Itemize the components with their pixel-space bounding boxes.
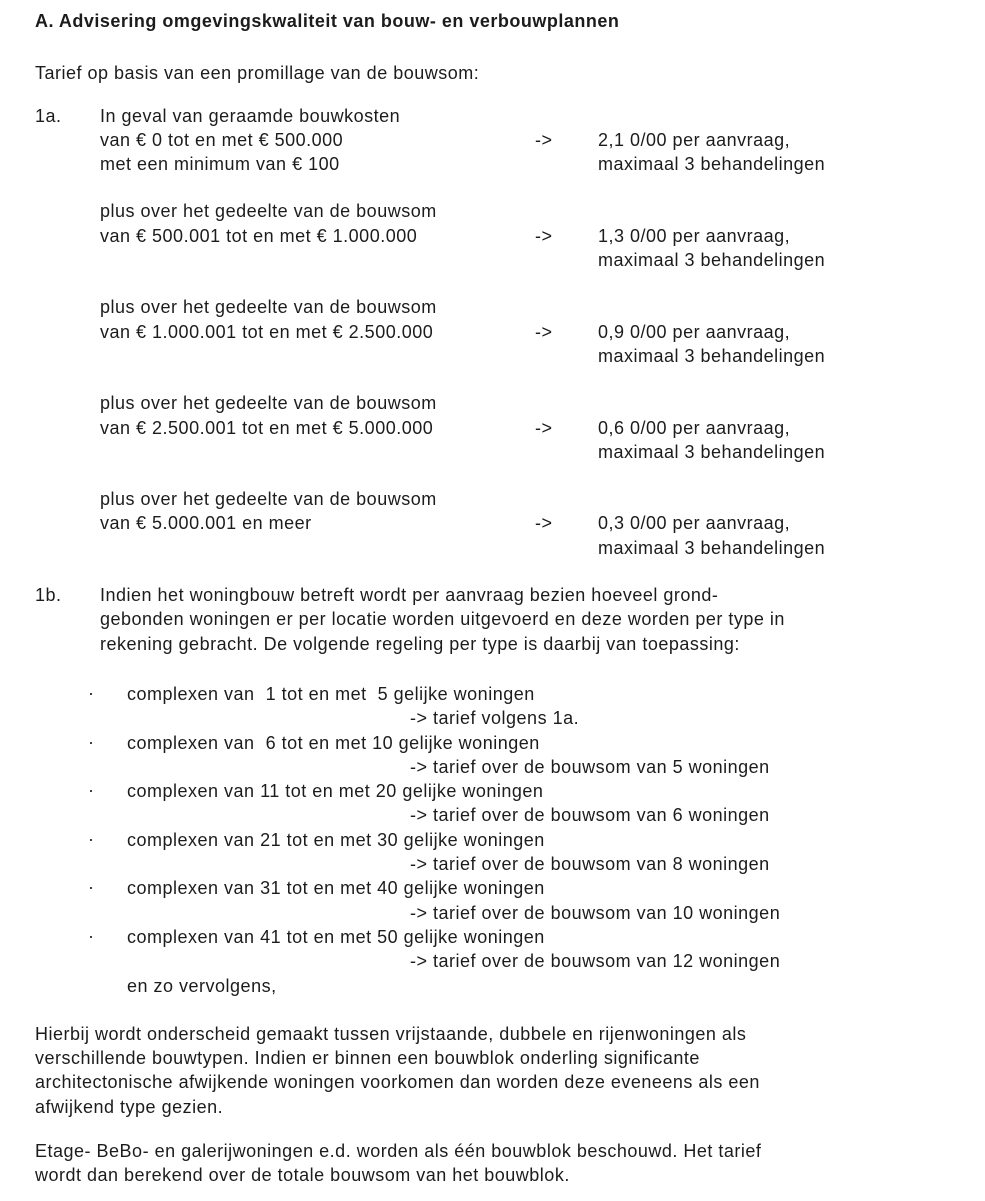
tier-rate-line: maximaal 3 behandelingen [598, 154, 826, 175]
bullet-text: complexen van 6 tot en met 10 gelijke woningen [127, 732, 540, 753]
item-1b-paragraph [100, 583, 957, 656]
arrow-separator: -> [535, 225, 553, 246]
tier-description [100, 391, 535, 464]
tier-rate-line: maximaal 3 behandelingen [598, 250, 826, 271]
paragraph-line: architectonische afwijkende woningen voorkomen dan worden deze eveneens als een [35, 1072, 760, 1093]
tier-rate-line: maximaal 3 behandelingen [598, 441, 826, 462]
list-continuation: en zo vervolgens, [127, 975, 277, 996]
tier-desc-line: plus over het gedeelte van de bouwsom [100, 297, 437, 318]
paragraph-line: wordt dan berekend over de totale bouwsom van het bouwblok. [35, 1165, 570, 1186]
tariff-tier-1 [35, 104, 957, 177]
list-item [35, 731, 957, 755]
paragraph-line: Indien het woningbouw betreft wordt per aanvraag bezien hoeveel grond- [100, 585, 719, 606]
bullet-text: complexen van 11 tot en met 20 gelijke woningen [127, 781, 544, 802]
paragraph-line: verschillende bouwtypen. Indien er binnen een bouwblok onderling significante [35, 1048, 700, 1069]
arrow-separator: -> [535, 129, 553, 150]
tier-desc-line: plus over het gedeelte van de bouwsom [100, 201, 437, 222]
bullet-text: complexen van 21 tot en met 30 gelijke woningen [127, 829, 545, 850]
item-1b [35, 583, 957, 656]
bullet-icon: · [88, 780, 95, 801]
tariff-tier-3 [35, 295, 957, 368]
paragraph-line: rekening gebracht. De volgende regeling per type is daarbij van toepassing: [100, 633, 740, 654]
item-label-spacer [35, 199, 100, 272]
tier-rate-line: maximaal 3 behandelingen [598, 345, 826, 366]
tier-rate-line: 2,1 0/00 per aanvraag, [598, 129, 791, 150]
tier-desc-line: van € 500.001 tot en met € 1.000.000 [100, 225, 418, 246]
tier-description [100, 199, 535, 272]
paragraph-line: gebonden woningen er per locatie worden uitgevoerd en deze worden per type in [100, 609, 785, 630]
tier-rate-line: maximaal 3 behandelingen [598, 537, 826, 558]
tier-desc-line: plus over het gedeelte van de bouwsom [100, 393, 437, 414]
item-label-1a: 1a. [35, 105, 62, 126]
tier-desc-line: van € 1.000.001 tot en met € 2.500.000 [100, 321, 434, 342]
paragraph-line: afwijkend type gezien. [35, 1096, 224, 1117]
paragraph-etage [35, 1139, 957, 1188]
tier-rate [598, 487, 957, 560]
item-label-spacer [35, 295, 100, 368]
tier-desc-line: met een minimum van € 100 [100, 154, 340, 175]
item-label-spacer [35, 487, 100, 560]
tier-rate [598, 199, 957, 272]
list-item [35, 682, 957, 706]
tier-desc-line: van € 2.500.001 tot en met € 5.000.000 [100, 417, 434, 438]
tier-desc-line: In geval van geraamde bouwkosten [100, 105, 401, 126]
tier-description [100, 487, 535, 560]
bullet-text: complexen van 1 tot en met 5 gelijke woningen [127, 683, 535, 704]
list-item [35, 876, 957, 900]
list-item [35, 828, 957, 852]
document-title: A. Advisering omgevingskwaliteit van bouw- en verbouwplannen [35, 11, 620, 31]
tariff-tier-4 [35, 391, 957, 464]
bullet-result: -> tarief over de bouwsom van 5 woningen [410, 756, 770, 777]
paragraph-line: Hierbij wordt onderscheid gemaakt tussen vrijstaande, dubbele en rijenwoningen als [35, 1023, 747, 1044]
bullet-icon: · [88, 877, 95, 898]
arrow-separator: -> [535, 417, 553, 438]
tier-rate-line: 0,9 0/00 per aanvraag, [598, 321, 791, 342]
list-item [35, 925, 957, 949]
tier-rate [598, 391, 957, 464]
complex-type-list [35, 682, 957, 998]
arrow-separator: -> [535, 321, 553, 342]
item-label-1b: 1b. [35, 585, 62, 606]
bullet-text: complexen van 41 tot en met 50 gelijke woningen [127, 926, 545, 947]
bullet-result: -> tarief over de bouwsom van 10 woningen [410, 902, 781, 923]
list-item [35, 779, 957, 803]
tier-rate [598, 295, 957, 368]
tier-rate-line: 0,3 0/00 per aanvraag, [598, 513, 791, 534]
bullet-icon: · [88, 682, 95, 703]
paragraph-bouwtypen [35, 1022, 957, 1119]
tier-desc-line: van € 0 tot en met € 500.000 [100, 129, 344, 150]
tier-description [100, 104, 535, 177]
bullet-text: complexen van 31 tot en met 40 gelijke woningen [127, 878, 545, 899]
tier-description [100, 295, 535, 368]
bullet-icon: · [88, 731, 95, 752]
bullet-icon: · [88, 925, 95, 946]
tier-rate [598, 104, 957, 177]
bullet-result: -> tarief over de bouwsom van 8 woningen [410, 854, 770, 875]
tier-desc-line: plus over het gedeelte van de bouwsom [100, 489, 437, 510]
tariff-tier-5 [35, 487, 957, 560]
bullet-icon: · [88, 828, 95, 849]
bullet-result: -> tarief volgens 1a. [410, 708, 580, 729]
intro-line: Tarief op basis van een promillage van de bouwsom: [35, 63, 480, 84]
bullet-result: -> tarief over de bouwsom van 12 woningen [410, 951, 781, 972]
tier-rate-line: 0,6 0/00 per aanvraag, [598, 417, 791, 438]
paragraph-line: Etage- BeBo- en galerijwoningen e.d. worden als één bouwblok beschouwd. Het tarief [35, 1140, 762, 1161]
tier-desc-line: van € 5.000.001 en meer [100, 513, 312, 534]
bullet-result: -> tarief over de bouwsom van 6 woningen [410, 805, 770, 826]
tier-rate-line: 1,3 0/00 per aanvraag, [598, 225, 791, 246]
arrow-separator: -> [535, 513, 553, 534]
item-label-spacer [35, 391, 100, 464]
tariff-tier-2 [35, 199, 957, 272]
